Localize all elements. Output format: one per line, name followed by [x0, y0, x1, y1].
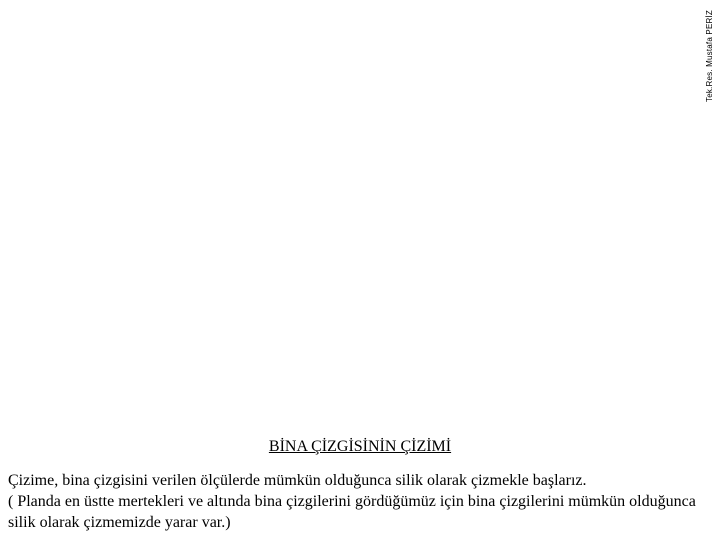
author-credit: Tek.Res. Mustafa PERİZ	[705, 10, 714, 102]
paragraph-intro: Çizime, bina çizgisini verilen ölçülerde mümkün olduğunca silik olarak çizmekle başlarız.	[8, 472, 587, 489]
paragraph-note: ( Planda en üstte mertekleri ve altında bina çizgilerini gördüğümüz için bina çizgilerini mümkün olduğunca silik olarak çizmemizde yarar var.)	[8, 493, 696, 531]
page-title: BİNA ÇİZGİSİNİN ÇİZİMİ	[268, 438, 452, 455]
body-text	[8, 470, 713, 533]
